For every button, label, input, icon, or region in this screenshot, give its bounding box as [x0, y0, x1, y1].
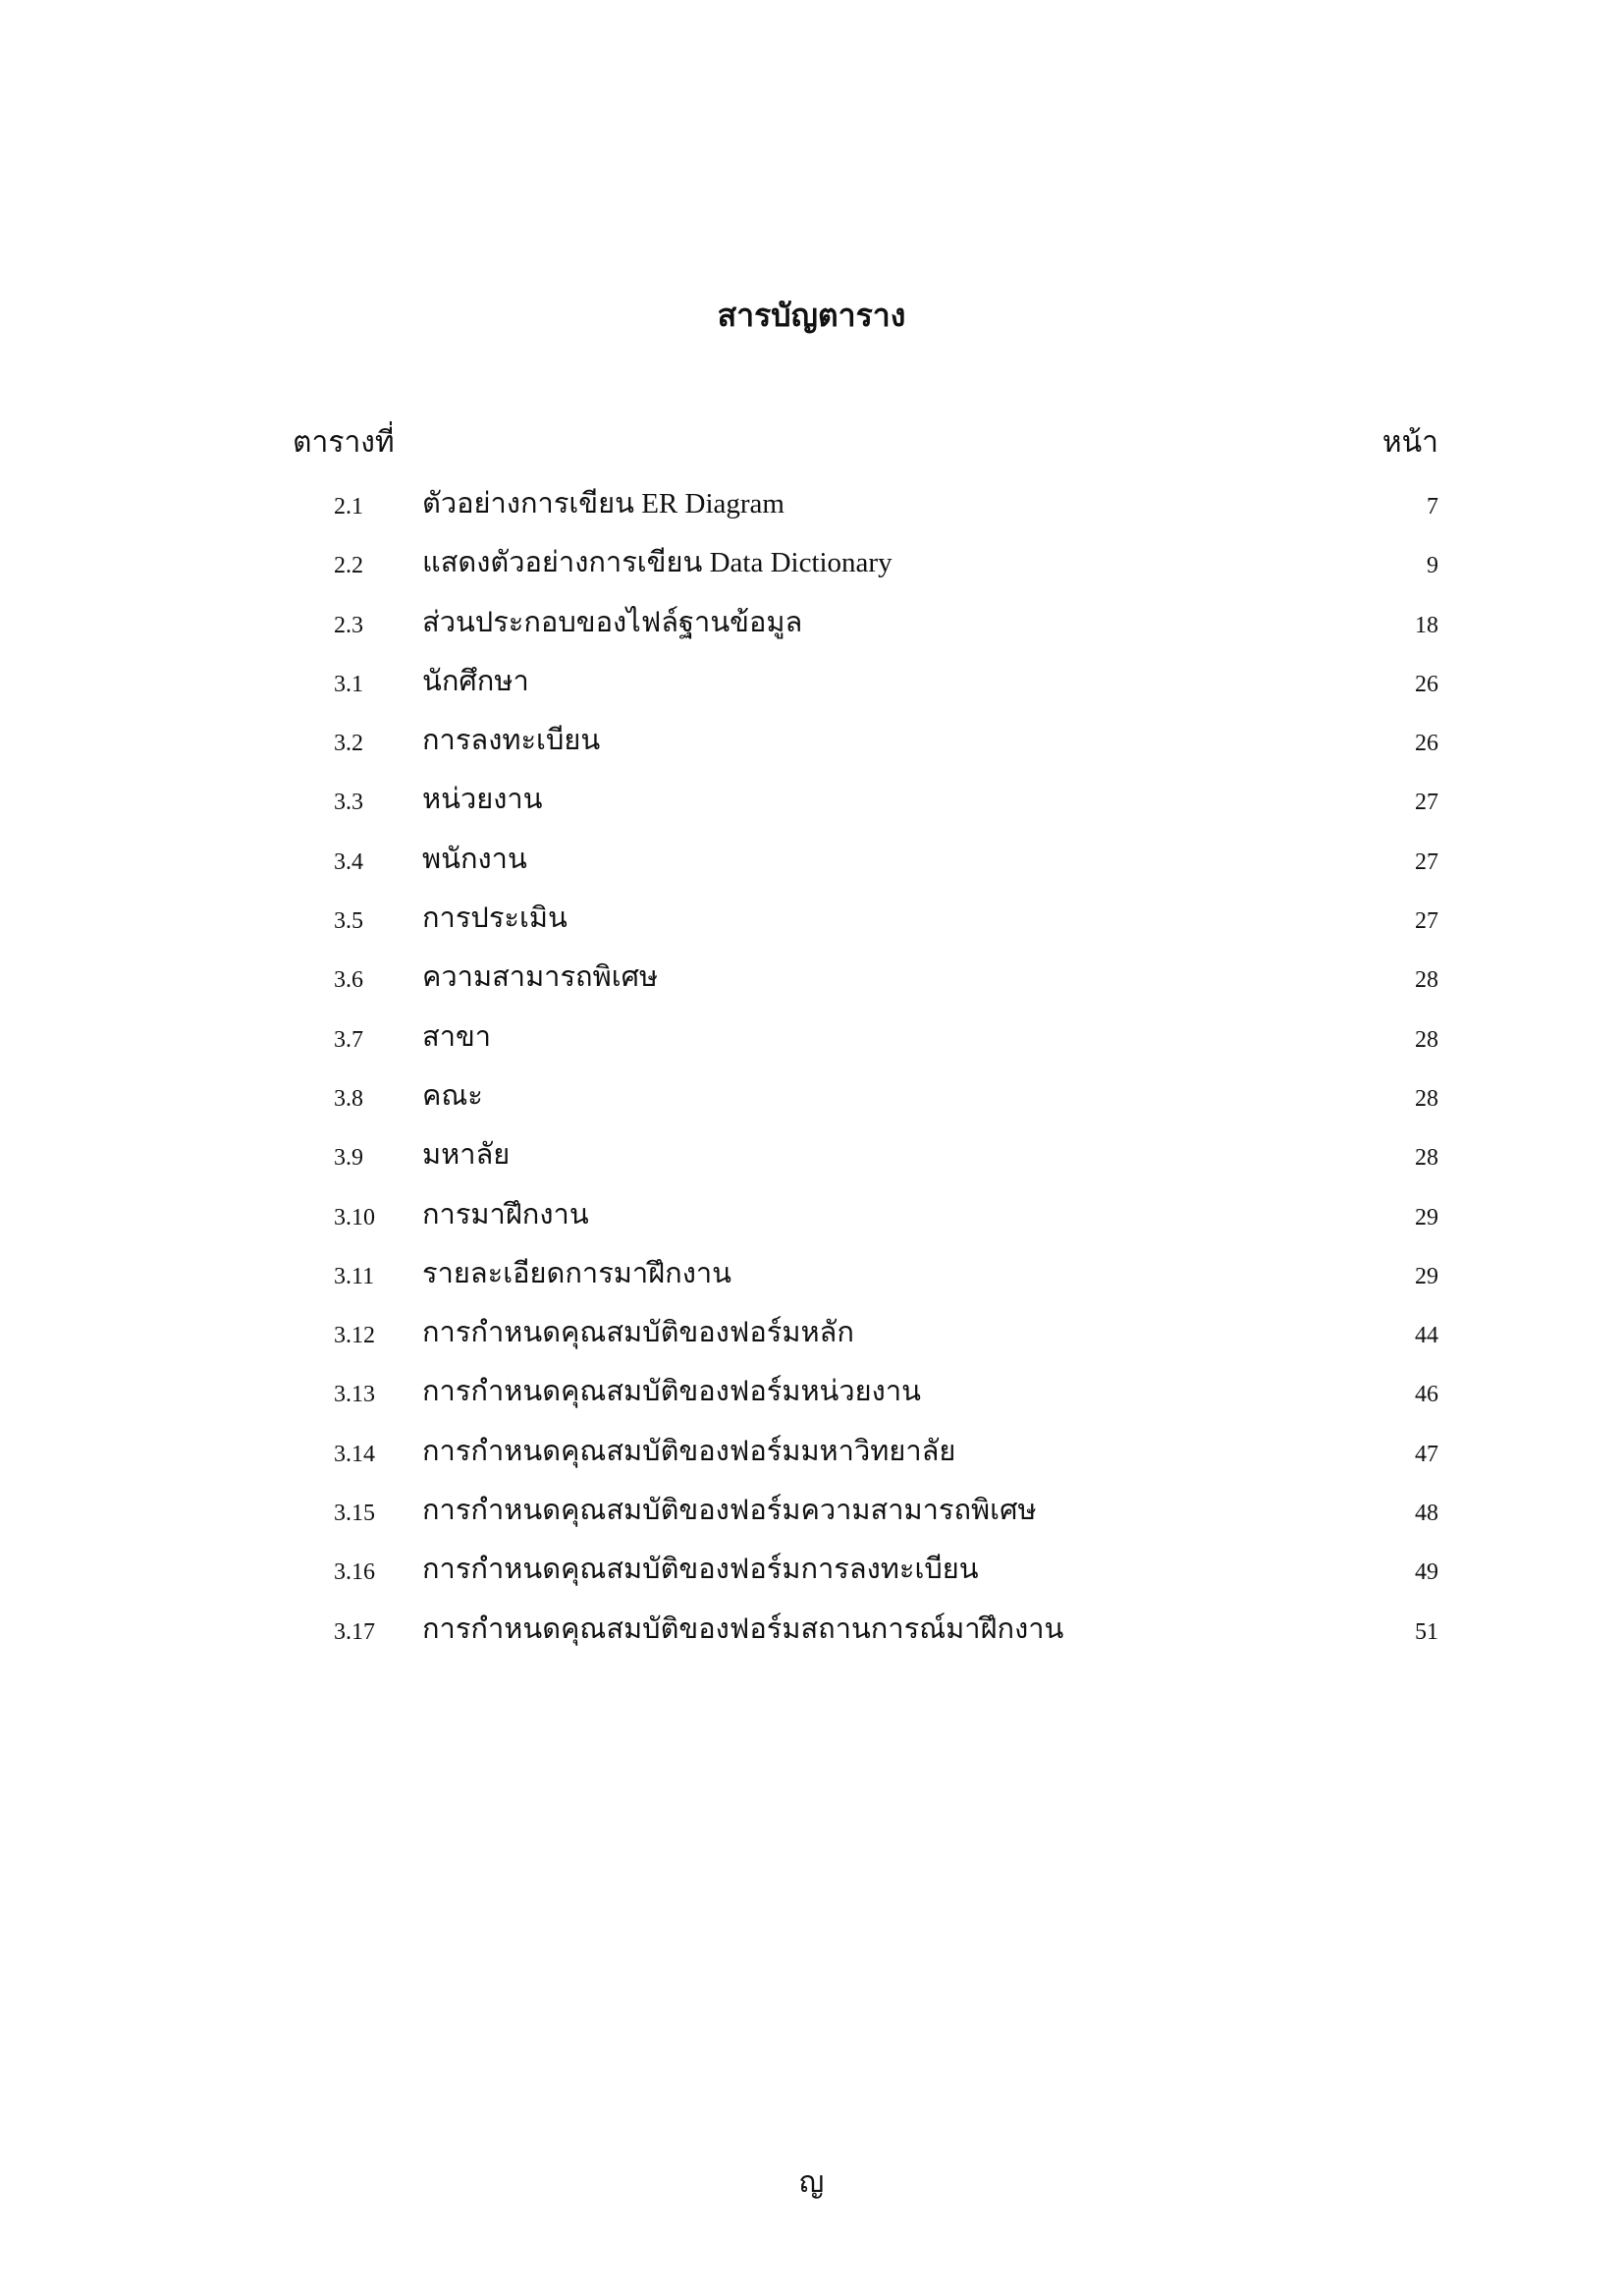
toc-entry-page: 29 — [1415, 1263, 1438, 1289]
toc-entry — [0, 1488, 1623, 1547]
toc-entry-title: การกำหนดคุณสมบัติของฟอร์มสถานการณ์มาฝึกงาน — [422, 1613, 1064, 1645]
toc-entry-title: นักศึกษา — [422, 665, 529, 697]
toc-entry — [0, 1014, 1623, 1073]
toc-entry — [0, 1369, 1623, 1428]
toc-entry-page: 9 — [1427, 553, 1438, 579]
toc-entry — [0, 1132, 1623, 1191]
toc-entry-title: การประเมิน — [422, 902, 568, 935]
toc-entry-title: การกำหนดคุณสมบัติของฟอร์มหน่วยงาน — [422, 1376, 921, 1408]
toc-entry-title: ตัวอย่างการเขียน ER Diagram — [422, 488, 784, 519]
toc-entry — [0, 837, 1623, 896]
toc-entry — [0, 1073, 1623, 1132]
toc-entry-number: 3.5 — [334, 908, 363, 935]
toc-entry — [0, 1251, 1623, 1310]
toc-entry-number: 3.9 — [334, 1145, 363, 1172]
toc-entry — [0, 1429, 1623, 1488]
toc-entry-number: 3.16 — [334, 1559, 375, 1586]
toc-entry-title: พนักงาน — [422, 843, 527, 875]
toc-entry-number: 3.2 — [334, 731, 363, 757]
toc-entry-title: การกำหนดคุณสมบัติของฟอร์มมหาวิทยาลัย — [422, 1435, 956, 1467]
table-number-column-header: ตารางที่ — [293, 426, 395, 459]
toc-entry-title: แสดงตัวอย่างการเขียน Data Dictionary — [422, 547, 893, 579]
toc-entry-page: 44 — [1415, 1323, 1438, 1349]
toc-entry-number: 2.3 — [334, 612, 363, 638]
toc-entry-number: 3.8 — [334, 1085, 363, 1112]
toc-entry-number: 3.11 — [334, 1263, 375, 1289]
toc-entry-number: 3.10 — [334, 1204, 375, 1230]
toc-entry-title: หน่วยงาน — [422, 784, 543, 816]
table-of-contents-list — [0, 481, 1623, 1666]
toc-entry-page: 7 — [1427, 494, 1438, 519]
toc-entry-number: 3.7 — [334, 1026, 363, 1053]
toc-entry-title: ความสามารถพิเศษ — [422, 961, 659, 994]
toc-entry-title: มหาลัย — [422, 1139, 511, 1172]
toc-entry-page: 26 — [1415, 731, 1438, 757]
toc-entry-page: 51 — [1415, 1618, 1438, 1645]
toc-entry-title: การกำหนดคุณสมบัติของฟอร์มการลงทะเบียน — [422, 1554, 979, 1586]
page-title: สารบัญตาราง — [717, 298, 906, 333]
toc-entry — [0, 1547, 1623, 1606]
toc-entry-page: 28 — [1415, 1145, 1438, 1172]
toc-entry-number: 3.13 — [334, 1382, 375, 1408]
toc-entry-title: การมาฝึกงาน — [422, 1198, 589, 1230]
toc-entry — [0, 896, 1623, 955]
toc-entry — [0, 540, 1623, 599]
toc-entry-page: 28 — [1415, 1085, 1438, 1112]
toc-entry-number: 3.3 — [334, 790, 363, 816]
toc-entry-page: 18 — [1415, 612, 1438, 638]
toc-entry-page: 27 — [1415, 848, 1438, 875]
toc-entry-title: คณะ — [422, 1079, 483, 1112]
toc-entry-number: 3.14 — [334, 1441, 375, 1467]
toc-entry-number: 3.4 — [334, 848, 363, 875]
toc-entry-title: การกำหนดคุณสมบัติของฟอร์มความสามารถพิเศษ — [422, 1495, 1037, 1527]
toc-entry-number: 3.12 — [334, 1323, 375, 1349]
toc-entry-number: 2.2 — [334, 553, 363, 579]
toc-entry-title: การลงทะเบียน — [422, 725, 601, 757]
toc-entry-title: สาขา — [422, 1020, 492, 1053]
toc-entry — [0, 955, 1623, 1013]
toc-entry-page: 47 — [1415, 1441, 1438, 1467]
toc-entry — [0, 659, 1623, 718]
toc-entry-page: 28 — [1415, 1026, 1438, 1053]
toc-entry-page: 49 — [1415, 1559, 1438, 1586]
page-column-header: หน้า — [1381, 426, 1438, 459]
toc-entry-page: 27 — [1415, 790, 1438, 816]
toc-entry — [0, 1192, 1623, 1251]
toc-entry-page: 26 — [1415, 671, 1438, 697]
toc-entry-number: 3.6 — [334, 967, 363, 994]
toc-entry-title: การกำหนดคุณสมบัติของฟอร์มหลัก — [422, 1317, 854, 1349]
toc-entry-page: 46 — [1415, 1382, 1438, 1408]
toc-entry-number: 2.1 — [334, 494, 363, 519]
toc-entry-page: 28 — [1415, 967, 1438, 994]
toc-entry — [0, 481, 1623, 540]
toc-entry-number: 3.15 — [334, 1501, 375, 1527]
toc-entry — [0, 777, 1623, 836]
toc-entry-title: ส่วนประกอบของไฟล์ฐานข้อมูล — [422, 606, 803, 638]
toc-entry — [0, 718, 1623, 777]
toc-entry — [0, 600, 1623, 659]
toc-entry — [0, 1607, 1623, 1666]
toc-entry-page: 27 — [1415, 908, 1438, 935]
toc-entry-number: 3.1 — [334, 671, 363, 697]
toc-entry-page: 29 — [1415, 1204, 1438, 1230]
toc-entry-page: 48 — [1415, 1501, 1438, 1527]
toc-entry — [0, 1310, 1623, 1369]
toc-entry-number: 3.17 — [334, 1618, 375, 1645]
page-number: ญ — [798, 2166, 825, 2199]
toc-entry-title: รายละเอียดการมาฝึกงาน — [422, 1257, 731, 1289]
